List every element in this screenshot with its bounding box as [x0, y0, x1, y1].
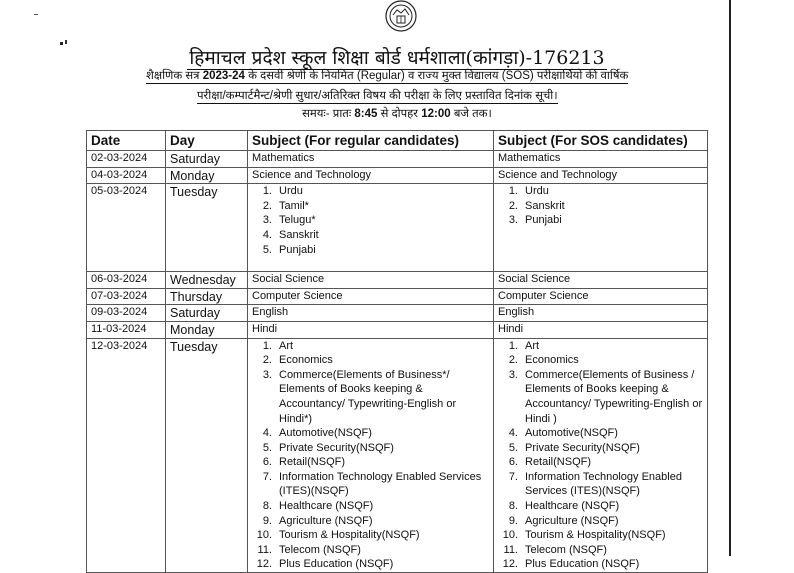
list-number: 3. [262, 368, 272, 381]
date-cell: 09-03-2024 [87, 305, 166, 322]
subject-list-item [498, 455, 703, 470]
regular-subject-cell: Computer Science [248, 288, 494, 305]
list-number: 1. [508, 185, 518, 198]
regular-subject-cell: Science and Technology [248, 167, 494, 184]
page-title [0, 44, 794, 70]
subject-name: Commerce(Elements of Business / Elements of Books keeping & Accountancy/ Typewriting-English or Hindi ) [525, 368, 703, 425]
day-cell: Saturday [166, 151, 248, 168]
subject-list-item [498, 339, 703, 354]
regular-subject-cell [248, 338, 494, 573]
subject-name: Retail(NSQF) [525, 456, 592, 469]
regular-subject-cell: Hindi [248, 321, 494, 338]
subject-list-item [252, 184, 489, 199]
header-day: Day [166, 131, 248, 151]
sos-subject-cell: Computer Science [494, 288, 708, 305]
subject-name: Telecom (NSQF) [525, 543, 607, 556]
day-cell: Monday [166, 321, 248, 338]
list-number: 12. [256, 558, 272, 571]
subject-list-item [252, 228, 489, 243]
subject-list-item [498, 426, 703, 441]
table-row [87, 184, 708, 272]
subject-name: Telecom (NSQF) [279, 543, 361, 556]
time-text: समयः- प्रातः [302, 108, 355, 120]
subject-list-item [498, 514, 703, 529]
table-row [87, 167, 708, 184]
subject-name: Tourism & Hospitality(NSQF) [525, 529, 666, 542]
subject-name: Automotive(NSQF) [279, 427, 372, 440]
subtitle-text: शैक्षणिक सत्र [146, 70, 203, 82]
list-number: 2. [508, 199, 518, 212]
date-cell: 05-03-2024 [87, 184, 166, 272]
list-number: 3. [262, 214, 272, 227]
subject-name: Information Technology Enabled Services (ITES)(NSQF) [279, 470, 482, 498]
subject-list-item [498, 184, 703, 199]
date-cell: 02-03-2024 [87, 151, 166, 168]
datesheet-table [86, 130, 708, 573]
subject-list-item [252, 339, 489, 354]
subject-name: Art [279, 339, 294, 352]
list-number: 7. [262, 470, 272, 483]
subject-list-item [252, 243, 489, 258]
subject-name: Private Security(NSQF) [279, 441, 394, 454]
exam-time [0, 106, 794, 121]
date-cell: 07-03-2024 [87, 288, 166, 305]
list-number: 9. [508, 514, 518, 527]
list-number: 2. [508, 354, 518, 367]
date-cell: 12-03-2024 [87, 338, 166, 573]
subject-name: Art [525, 339, 540, 352]
subject-name: Telugu* [279, 214, 316, 227]
header-date: Date [87, 131, 166, 151]
subject-name: Retail(NSQF) [279, 456, 346, 469]
day-cell: Tuesday [166, 184, 248, 272]
regular-subject-cell [248, 184, 494, 272]
subject-list-item [498, 441, 703, 456]
title-text: हिमाचल प्रदेश स्कूल शिक्षा बोर्ड धर्मशाला(कांगड़ा)-176213 [189, 47, 605, 69]
date-cell: 04-03-2024 [87, 167, 166, 184]
subject-list-item [498, 499, 703, 514]
list-number: 4. [262, 427, 272, 440]
list-number: 4. [262, 228, 272, 241]
list-number: 3. [508, 214, 518, 227]
subject-name: Healthcare (NSQF) [279, 500, 374, 513]
subject-name: Private Security(NSQF) [525, 441, 640, 454]
time-text: से दोपहर [377, 108, 422, 120]
subject-name: Plus Education (NSQF) [279, 558, 394, 571]
list-number: 10. [256, 529, 272, 542]
regular-subject-cell: English [248, 305, 494, 322]
list-number: 8. [262, 500, 272, 513]
subject-name: Punjabi [279, 243, 316, 256]
subject-list-item [252, 426, 489, 441]
list-number: 5. [508, 441, 518, 454]
subject-list-item [252, 441, 489, 456]
regular-subject-cell: Mathematics [248, 151, 494, 168]
subject-name: Economics [279, 354, 333, 367]
subject-name: Punjabi [525, 214, 562, 227]
subject-list-item [498, 528, 703, 543]
subject-list-item [252, 543, 489, 558]
list-number: 11. [503, 543, 518, 556]
time-end: 12:00 [421, 108, 451, 120]
list-number: 10. [502, 529, 518, 542]
list-number: 1. [262, 339, 272, 352]
page-edge-line [729, 0, 731, 556]
subtitle-text: के दसवीं श्रेणी के नियमित (Regular) व राज्य मुक्त विद्यालय (SOS) परीक्षार्थियों की वार्षिक [244, 70, 629, 82]
header-regular-subject: Subject (For regular candidates) [248, 131, 494, 151]
subject-name: Sanskrit [525, 199, 565, 212]
list-number: 6. [262, 456, 272, 469]
sos-subject-list [498, 339, 703, 573]
subject-list-item [498, 470, 703, 499]
subject-list-item [252, 514, 489, 529]
sos-subject-cell: Science and Technology [494, 167, 708, 184]
session-year: 2023-24 [202, 70, 245, 82]
time-text: बजे तक। [450, 108, 492, 120]
table-row [87, 321, 708, 338]
subject-list-item [252, 199, 489, 214]
subject-name: Economics [525, 354, 579, 367]
list-number: 5. [262, 243, 272, 256]
subject-name: Tamil* [279, 199, 309, 212]
date-cell: 06-03-2024 [87, 272, 166, 289]
subject-list-item [252, 470, 489, 499]
list-number: 6. [508, 456, 518, 469]
sos-subject-list [498, 184, 703, 228]
table-row [87, 305, 708, 322]
list-number: 1. [262, 185, 272, 198]
table-row [87, 288, 708, 305]
subject-list-item [252, 499, 489, 514]
list-number: 5. [262, 441, 272, 454]
day-cell: Monday [166, 167, 248, 184]
subtitle-line-2: परीक्षा/कम्पार्टमैन्ट/श्रेणी सुधार/अतिरिक्त विषय की परीक्षा के लिए प्रस्तावित दिनांक सूची। [197, 90, 558, 102]
subject-name: Urdu [279, 185, 303, 198]
list-number: 7. [508, 470, 518, 483]
subject-list-item [252, 353, 489, 368]
subject-list-item [252, 557, 489, 572]
subject-name: Agriculture (NSQF) [279, 514, 373, 527]
subject-list-item [498, 353, 703, 368]
table-row [87, 338, 708, 573]
subject-name: Plus Education (NSQF) [525, 558, 640, 571]
subtitle-line-1 [146, 68, 628, 84]
sos-subject-cell: Social Science [494, 272, 708, 289]
subject-list-item [498, 368, 703, 426]
regular-subject-list [252, 184, 489, 257]
subject-list-item [252, 213, 489, 228]
subject-name: Agriculture (NSQF) [525, 514, 619, 527]
subject-name: Urdu [525, 185, 549, 198]
list-number: 12. [502, 558, 518, 571]
day-cell: Saturday [166, 305, 248, 322]
subject-list-item [498, 199, 703, 214]
list-number: 2. [262, 354, 272, 367]
list-number: 11. [257, 543, 272, 556]
day-cell: Wednesday [166, 272, 248, 289]
subject-name: Tourism & Hospitality(NSQF) [279, 529, 420, 542]
regular-subject-list [252, 339, 489, 573]
subject-name: Information Technology Enabled Services (ITES)(NSQF) [525, 470, 682, 498]
list-number: 1. [508, 339, 518, 352]
list-number: 9. [262, 514, 272, 527]
day-cell: Thursday [166, 288, 248, 305]
subject-name: Healthcare (NSQF) [525, 500, 620, 513]
subject-list-item [498, 213, 703, 228]
subject-list-item [498, 543, 703, 558]
sos-subject-cell [494, 184, 708, 272]
list-number: 8. [508, 500, 518, 513]
subject-name: Automotive(NSQF) [525, 427, 618, 440]
subject-list-item [252, 455, 489, 470]
day-cell: Tuesday [166, 338, 248, 573]
sos-subject-cell: Hindi [494, 321, 708, 338]
regular-subject-cell: Social Science [248, 272, 494, 289]
header-sos-subject: Subject (For SOS candidates) [494, 131, 708, 151]
table-header-row [87, 131, 708, 151]
date-cell: 11-03-2024 [87, 321, 166, 338]
time-start: 8:45 [354, 108, 378, 120]
table-row [87, 151, 708, 168]
subject-list-item [252, 528, 489, 543]
subject-list-item [498, 557, 703, 572]
board-seal-logo-icon [385, 0, 417, 32]
subject-name: Commerce(Elements of Business*/ Elements of Books keeping & Accountancy/ Typewriting-English or Hindi*) [279, 368, 457, 425]
list-number: 2. [262, 199, 272, 212]
sos-subject-cell [494, 338, 708, 573]
subject-list-item [252, 368, 489, 426]
sos-subject-cell: English [494, 305, 708, 322]
sos-subject-cell: Mathematics [494, 151, 708, 168]
list-number: 4. [508, 427, 518, 440]
scan-speck [34, 14, 38, 15]
table-row [87, 272, 708, 289]
list-number: 3. [508, 368, 518, 381]
subject-name: Sanskrit [279, 228, 319, 241]
